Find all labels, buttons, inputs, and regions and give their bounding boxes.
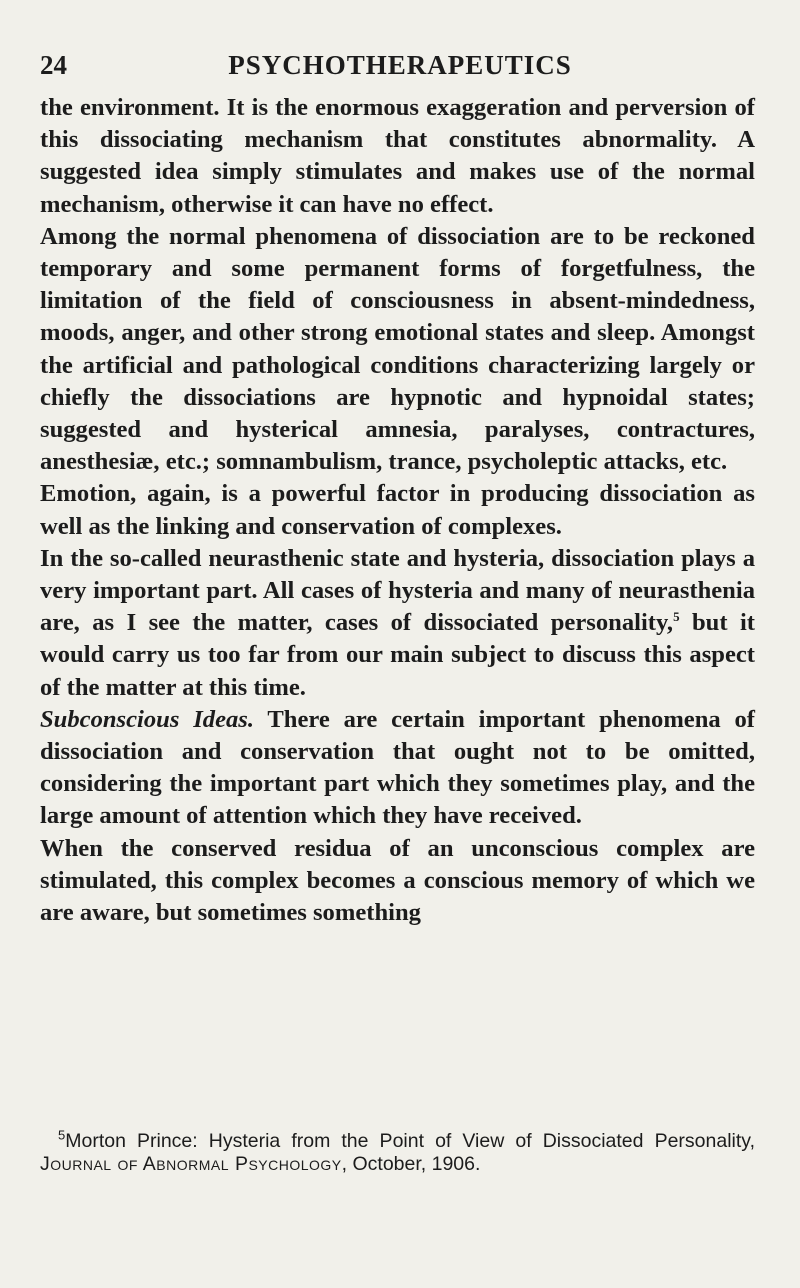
section-heading: Subconscious Ideas. (40, 705, 255, 733)
paragraph-5 (40, 704, 755, 833)
paragraph-4 (40, 543, 755, 704)
footnote-reference: 5 (673, 609, 680, 625)
footnote-5 (40, 1127, 755, 1176)
footnote-marker: 5 (58, 1127, 66, 1143)
footnote-text-a: Morton Prince: Hysteria from the Point of View of Dissociated Personality, (65, 1130, 755, 1152)
running-head (40, 50, 760, 90)
paragraph-3: Emotion, again, is a powerful factor in producing dissociation as well as the linking and conservation of complexes. (40, 480, 755, 540)
page-number: 24 (40, 50, 67, 80)
footnote-journal: Journal of Abnormal Psychology (40, 1153, 342, 1175)
header-title: PSYCHOTHERAPEUTICS (228, 50, 572, 80)
footnotes (40, 1127, 755, 1176)
paragraph-2: Among the normal phenomena of dissociation are to be reckoned temporary and some permanent forms of forgetfulness, the limitation of the field of consciousness in absent-mindedness, moods, anger, and other strong emotional states and sleep. Amongst the artificial and pathological conditions characterizing largely or chiefly the dissociations are hypnotic and hypnoidal states; suggested and hysterical amnesia, paralyses, contractures, anesthesiæ, etc.; somnambulism, trance, psycholeptic attacks, etc. (40, 222, 755, 476)
paragraph-6: When the conserved residua of an unconscious complex are stimulated, this complex becomes a conscious memory of which we are aware, but sometimes something (40, 834, 755, 927)
paragraph-4-text-b: but it would carry us too far from our main subject to discuss this aspect of the matter at this time. (40, 609, 755, 701)
paragraph-1: the environment. It is the enormous exaggeration and perversion of this dissociating mechanism that constitutes abnormality. A suggested idea simply stimulates and makes use of the normal mechanism, otherwise it can have no effect. (40, 94, 755, 218)
paragraph-4-text-a: In the so-called neurasthenic state and hysteria, dissociation plays a very important part. All cases of hysteria and many of neurasthenia are, as I see the matter, cases of dissociated personality, (40, 544, 755, 637)
body-text (40, 92, 755, 929)
paragraph-5-text: There are certain important phenomena of dissociation and conservation that ought not to be omitted, considering the important part which they sometimes play, and the large amount of attention which they have received. (40, 705, 755, 830)
footnote-text-b: , October, 1906. (341, 1153, 481, 1175)
